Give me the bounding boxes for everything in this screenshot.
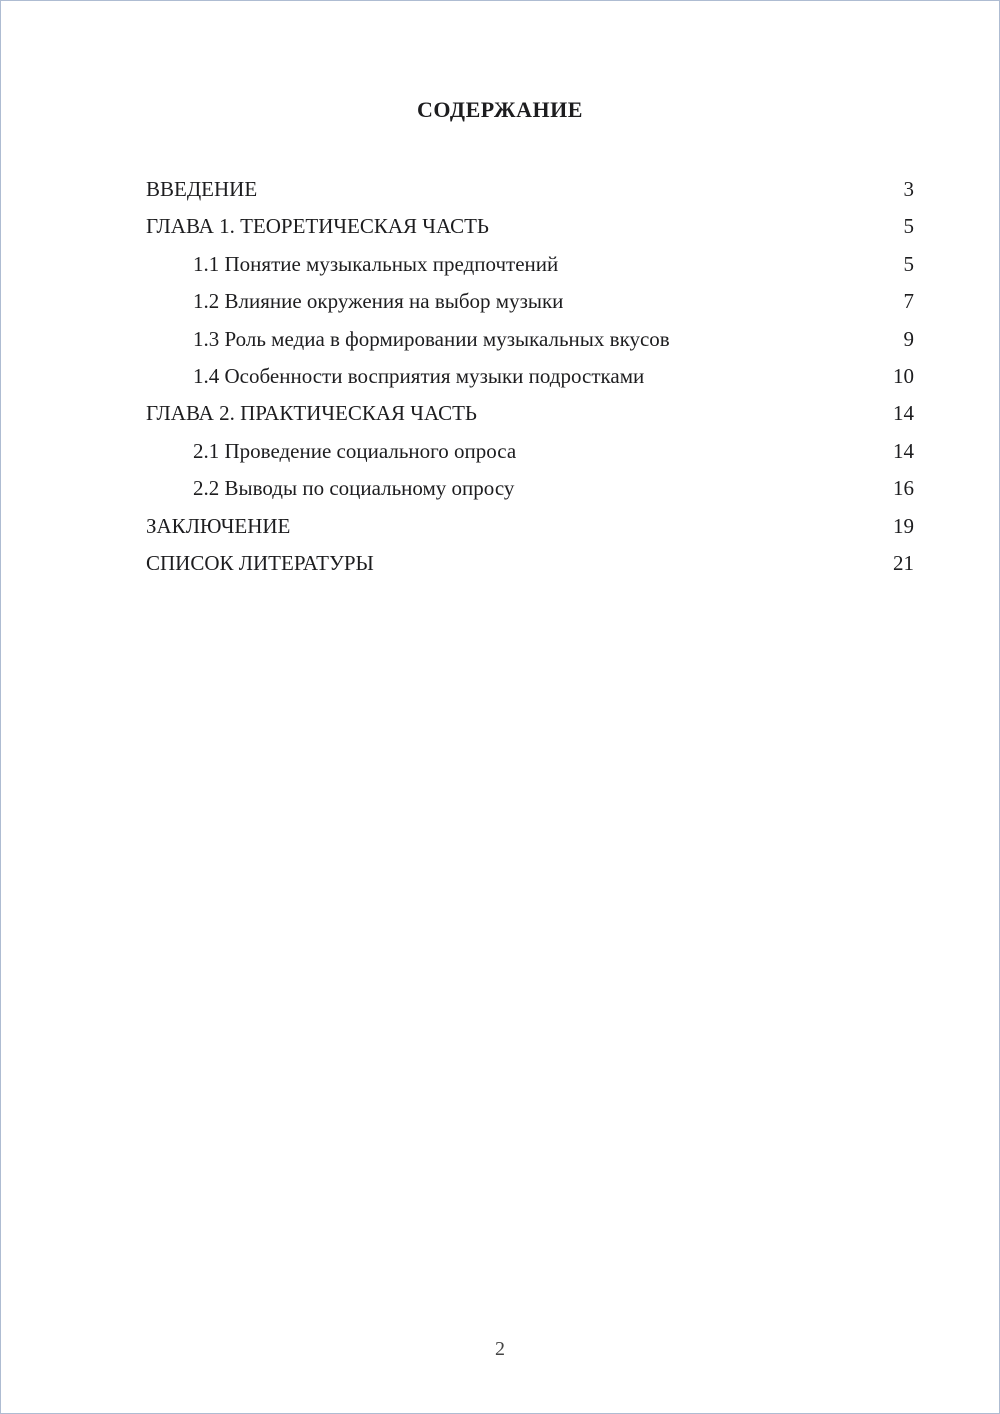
toc-entry-label: ГЛАВА 1. ТЕОРЕТИЧЕСКАЯ ЧАСТЬ	[146, 214, 489, 239]
toc-entry	[146, 358, 914, 395]
toc-entry-label: 1.2 Влияние окружения на выбор музыки	[193, 289, 564, 314]
toc-entry	[146, 246, 914, 283]
toc-entry	[146, 433, 914, 470]
toc-entry-page: 5	[903, 251, 914, 276]
toc-entry	[146, 171, 914, 208]
toc-entry	[146, 470, 914, 507]
toc-entry-label: ВВЕДЕНИЕ	[146, 177, 258, 201]
toc-entry	[146, 508, 914, 545]
toc-entry-label: ГЛАВА 2. ПРАКТИЧЕСКАЯ ЧАСТЬ	[146, 401, 477, 426]
toc-entry-page: 21	[893, 551, 914, 576]
footer-page-number: 2	[495, 1338, 505, 1360]
toc-entry-page: 16	[893, 476, 914, 501]
page-title: СОДЕРЖАНИЕ	[417, 97, 583, 122]
toc-entry	[146, 545, 914, 582]
toc-entry-page: 14	[893, 438, 914, 463]
toc-entry-label: 1.4 Особенности восприятия музыки подростками	[193, 364, 645, 389]
toc-entry-page: 7	[903, 289, 914, 314]
toc-entry-page: 10	[893, 364, 914, 389]
toc-entry	[146, 208, 914, 245]
toc-entry-page: 19	[893, 513, 914, 538]
toc-entry-label: ЗАКЛЮЧЕНИЕ	[146, 513, 291, 538]
toc-entry-label: СПИСОК ЛИТЕРАТУРЫ	[146, 551, 374, 576]
toc-entry-label: 2.2 Выводы по социальному опросу	[193, 476, 515, 501]
toc-entry	[146, 395, 914, 432]
toc-entry-page: 5	[903, 214, 914, 239]
toc-entry-page: 3	[903, 177, 914, 201]
toc-entry-label: 1.3 Роль медиа в формировании музыкальных вкусов	[193, 326, 670, 351]
toc-entry-label: 2.1 Проведение социального опроса	[193, 438, 517, 463]
toc-entry	[146, 283, 914, 320]
toc-entry	[146, 321, 914, 358]
toc-entry-label: 1.1 Понятие музыкальных предпочтений	[193, 251, 559, 276]
toc-entry-page: 9	[903, 326, 914, 351]
toc-entry-page: 14	[893, 401, 914, 426]
table-of-contents	[146, 171, 914, 582]
